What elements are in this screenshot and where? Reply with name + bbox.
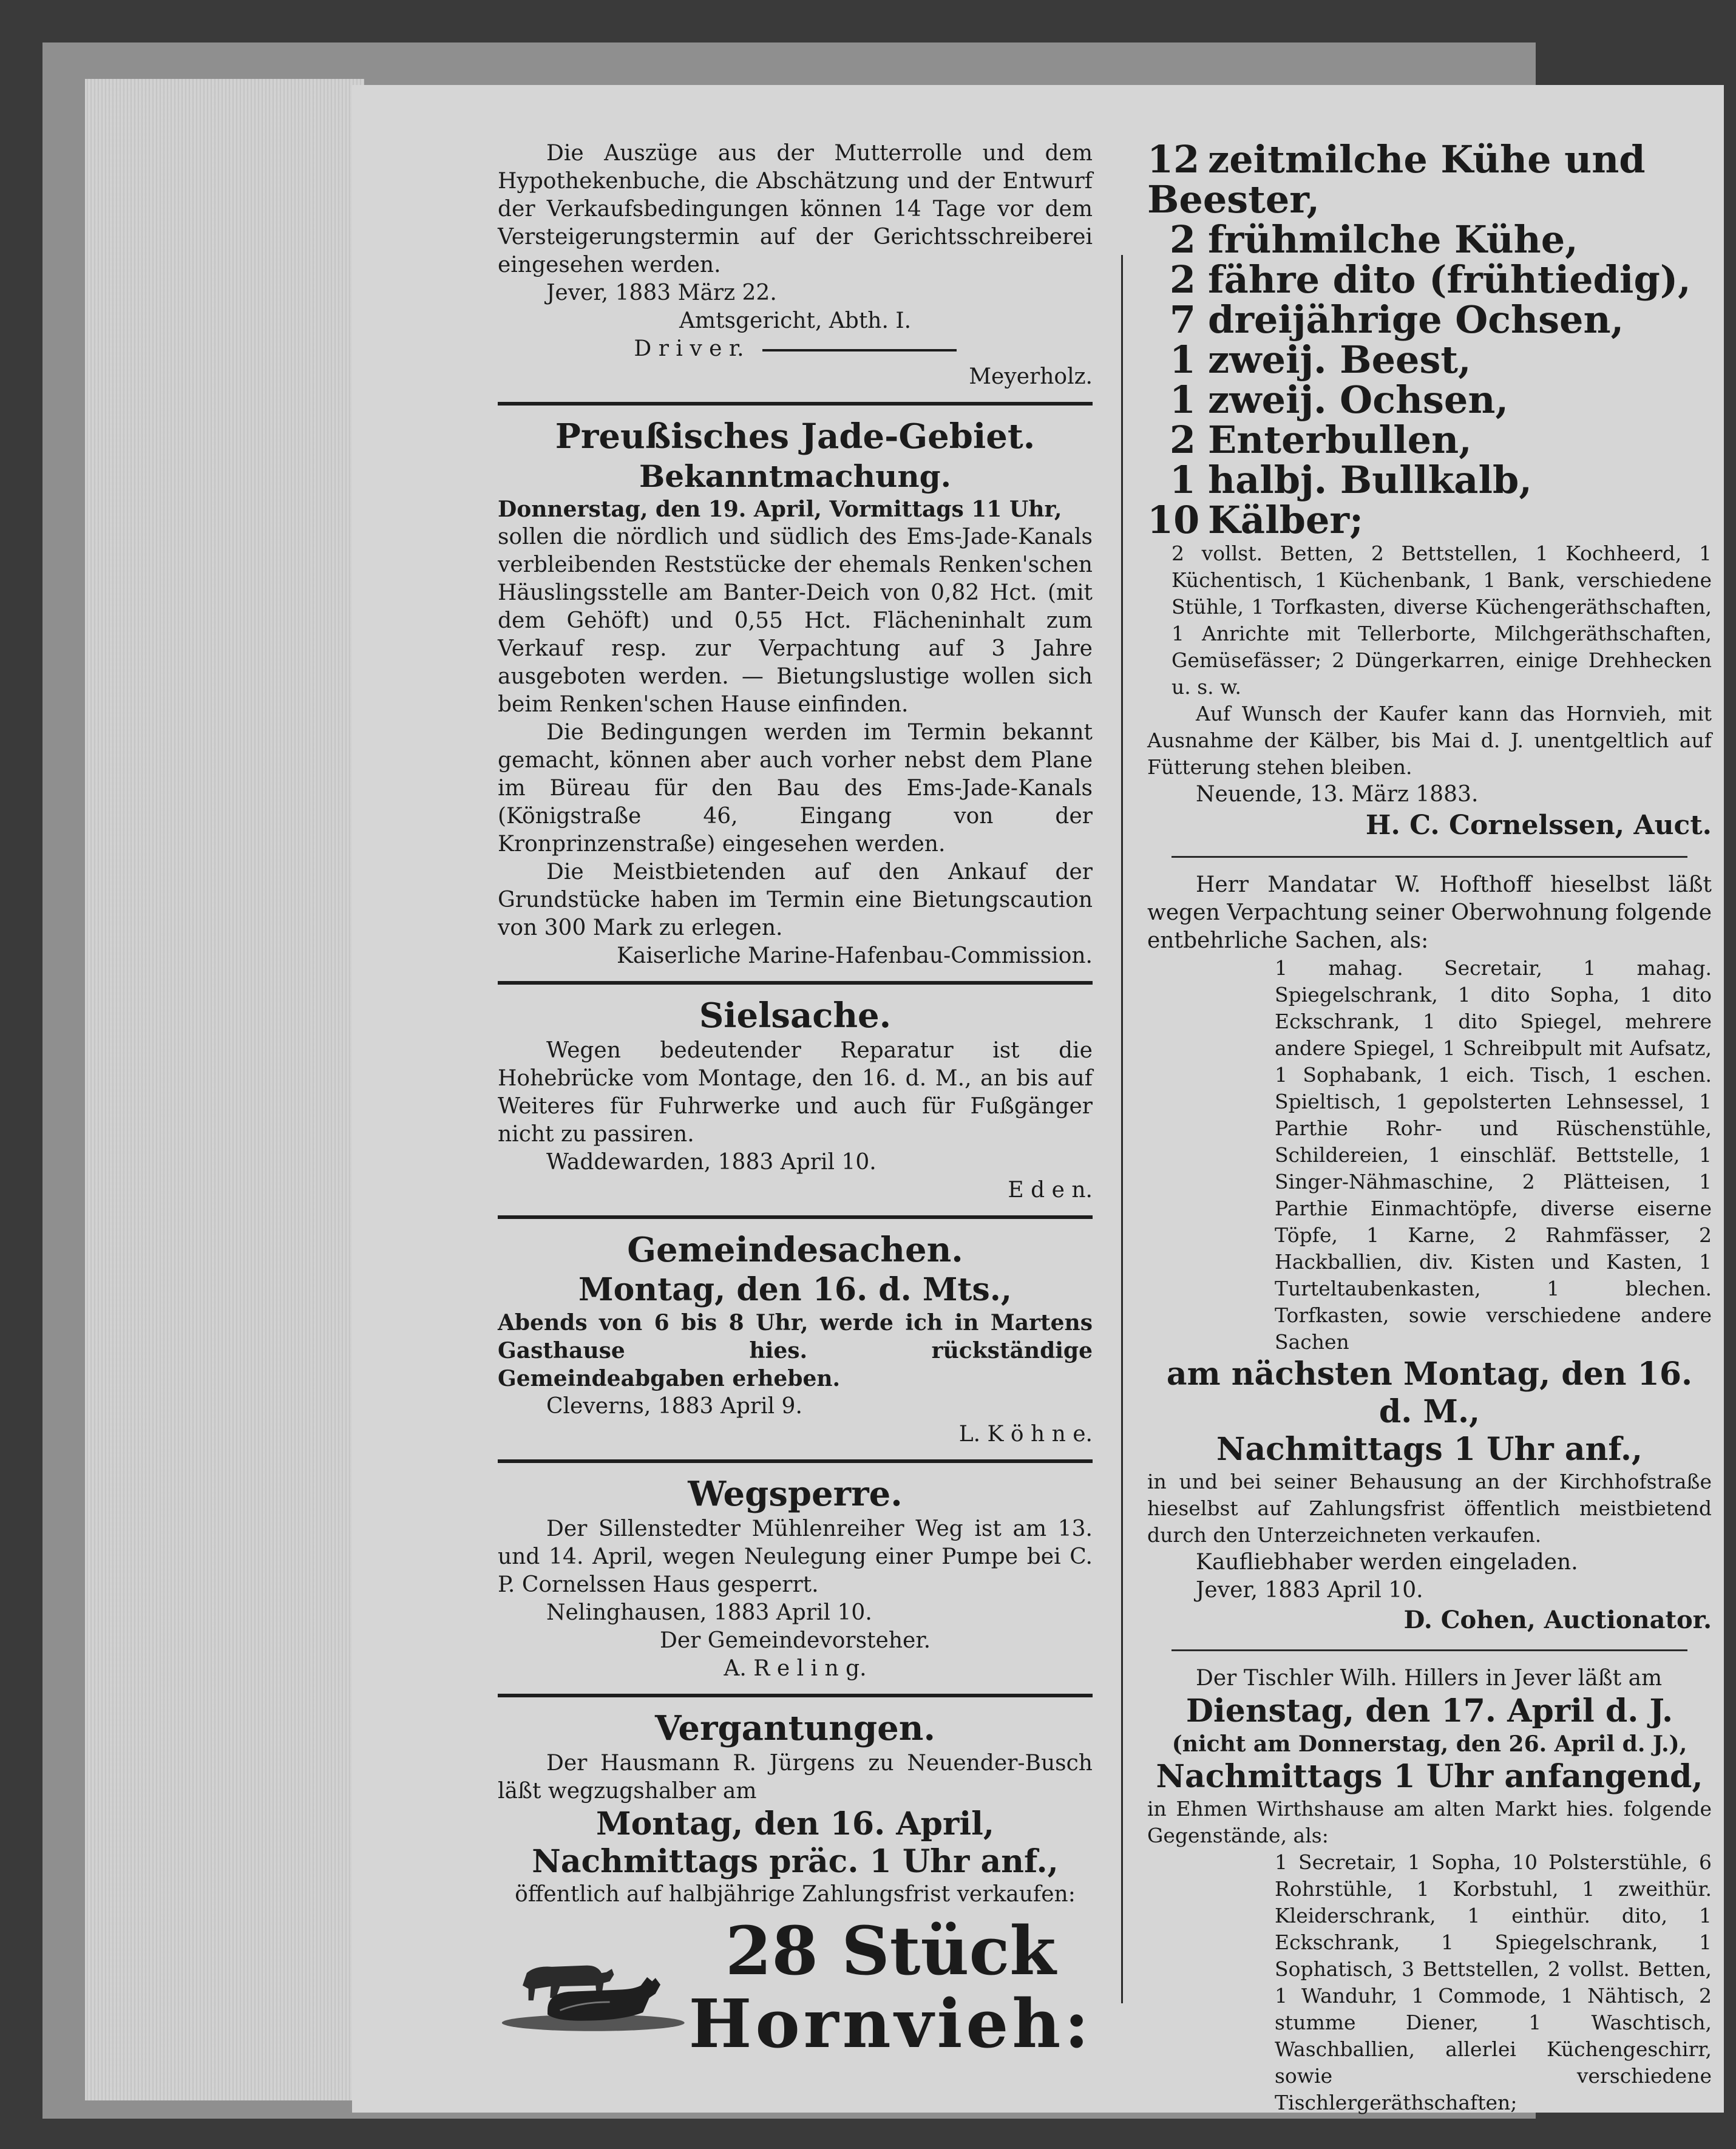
cattle-number: 2 — [1169, 418, 1196, 462]
cattle-list-item — [1147, 217, 1712, 262]
cattle-number: 1 — [1169, 338, 1196, 382]
wegsperre-paragraph: Der Sillenstedter Mühlenreiher Weg ist am 13. und 14. April, wegen Neulegung einer Pumpe bei C. P. Cornelssen Haus gesperrt. — [498, 1516, 1093, 1597]
cattle-text: halbj. Bullkalb, — [1208, 458, 1532, 502]
intro-place: Jever, 1883 März 22. — [546, 280, 777, 305]
vergantungen-paragraph: Der Hausmann R. Jürgens zu Neuender-Busch läßt wegzugshalber am — [498, 1751, 1093, 1804]
vergantungen-terms: öffentlich auf halbjährige Zahlungsfrist verkaufen: — [515, 1882, 1076, 1907]
siel-paragraph: Wegen bedeutender Reparatur ist die Hohebrücke vom Montage, den 16. d. M., an bis auf Weiteres für Fuhrwerke und auch für Fußgänger nicht zu passiren. — [498, 1038, 1093, 1147]
tischler-paragraph: in Ehmen Wirthshause am alten Markt hies. folgende Gegenstände, als: — [1147, 1797, 1712, 1847]
jade-lead: Donnerstag, den 19. April, Vormittags 11 Uhr, — [498, 497, 1062, 522]
gemeinde-paragraph: Abends von 6 bis 8 Uhr, werde ich in Martens Gasthause hies. rückständige Gemeindeabgaben erheben. — [498, 1310, 1093, 1391]
vergantungen-time: Nachmittags präc. 1 Uhr anf., — [532, 1843, 1059, 1880]
tischler-intro: Der Tischler Wilh. Hillers in Jever läßt am — [1196, 1666, 1663, 1691]
left-column — [498, 140, 1093, 2063]
wegsperre-signature: A. R e l i n g. — [724, 1656, 867, 1681]
hofthoff-terms: in und bei seiner Behausung an der Kirchhofstraße hieselbst auf Zahlungsfrist öffentlich meistbietend durch den Unterzeichneten verkaufen. — [1147, 1470, 1712, 1547]
wish-paragraph: Auf Wunsch der Kaufer kann das Hornvieh, mit Ausnahme der Kälber, bis Mai d. J. unentgeltlich auf Fütterung stehen bleiben. — [1147, 702, 1712, 779]
cattle-list — [1147, 137, 1712, 542]
wegsperre-place: Nelinghausen, 1883 April 10. — [546, 1600, 872, 1625]
neuende-place: Neuende, 13. März 1883. — [1196, 782, 1479, 807]
section-rule — [498, 402, 1093, 406]
wegsperre-role: Der Gemeindevorsteher. — [659, 1628, 931, 1653]
cattle-list-item — [1147, 460, 1712, 500]
hofthoff-signature: D. Cohen, Auctionator. — [1403, 1606, 1712, 1634]
tischler-time: Nachmittags 1 Uhr anfangend, — [1156, 1758, 1703, 1795]
cattle-list-item — [1147, 420, 1712, 460]
cattle-count: 28 Stück — [725, 1912, 1056, 1990]
section-rule — [1171, 856, 1687, 858]
page-edges — [85, 79, 364, 2100]
vergantungen-title: Vergantungen. — [655, 1708, 935, 1748]
cattle-list-item — [1147, 257, 1712, 302]
section-rule — [498, 1694, 1093, 1697]
hofthoff-time: Nachmittags 1 Uhr anf., — [1216, 1431, 1643, 1468]
cattle-list-item — [1147, 500, 1712, 540]
cattle-list-item — [1147, 297, 1712, 342]
cattle-number: 2 — [1169, 217, 1196, 262]
vergantungen-date: Montag, den 16. April, — [596, 1805, 994, 1842]
right-column — [1147, 137, 1712, 2116]
section-rule — [1171, 1649, 1687, 1651]
siel-title: Sielsache. — [699, 996, 892, 1036]
tischler-note: (nicht am Donnerstag, den 26. April d. J.), — [1171, 1731, 1687, 1757]
hofthoff-date: am nächsten Montag, den 16. d. M., — [1166, 1356, 1693, 1430]
gemeinde-title: Gemeindesachen. — [627, 1230, 963, 1270]
neuende-signature: H. C. Cornelssen, Auct. — [1365, 810, 1712, 841]
cattle-illustration — [498, 1918, 689, 2057]
cattle-number: 1 — [1169, 378, 1196, 422]
tischler-date: Dienstag, den 17. April d. J. — [1185, 1692, 1673, 1730]
cattle-text: zeitmilche Kühe und Beester, — [1147, 137, 1646, 222]
hofthoff-intro: Herr Mandatar W. Hofthoff hieselbst läßt wegen Verpachtung seiner Oberwohnung folgende entbehrliche Sachen, als: — [1147, 872, 1712, 953]
cattle-number: 1 — [1169, 458, 1196, 502]
cattle-list-item — [1147, 137, 1712, 222]
intro-court: Amtsgericht, Abth. I. — [679, 308, 912, 333]
signature-rule — [762, 349, 957, 351]
gemeinde-signature: L. K ö h n e. — [958, 1422, 1093, 1447]
jade-paragraph-1: sollen die nördlich und südlich des Ems-Jade-Kanals verbleibenden Reststücke der ehemals Renken'schen Häuslingsstelle am Banter-Deich von 0,82 Hct. (mit dem Gehöft) und 0,55 Hct. Flächeninhalt zum Verkauf resp. zur Verpachtung auf 3 Jahre ausgeboten werden. — Bietungslustige wollen sich beim Renken'schen Hause einfinden. — [498, 525, 1093, 717]
cattle-number: 7 — [1169, 297, 1196, 342]
hofthoff-place: Jever, 1883 April 10. — [1196, 1578, 1423, 1603]
cattle-number: 10 — [1147, 498, 1200, 542]
intro-judge-line — [498, 335, 1093, 363]
column-divider — [1121, 255, 1123, 2003]
intro-clerk: Meyerholz. — [969, 364, 1093, 389]
jade-paragraph-2: Die Bedingungen werden im Termin bekannt gemacht, können aber auch vorher nebst dem Plane im Büreau für den Bau des Ems-Jade-Kanals (Königstraße 46, Eingang von der Kronprinzenstraße) eingesehen werden. — [498, 720, 1093, 857]
gemeinde-date: Montag, den 16. d. Mts., — [578, 1271, 1012, 1308]
section-rule — [498, 981, 1093, 985]
wegsperre-title: Wegsperre. — [688, 1474, 903, 1514]
siel-place: Waddewarden, 1883 April 10. — [546, 1150, 876, 1175]
intro-judge: D r i v e r. — [634, 336, 744, 361]
cattle-list-item — [1147, 380, 1712, 420]
section-rule — [498, 1215, 1093, 1219]
cattle-number: 12 — [1147, 137, 1200, 182]
gemeinde-place: Cleverns, 1883 April 9. — [546, 1394, 802, 1419]
cattle-text: dreijährige Ochsen, — [1208, 297, 1624, 342]
intro-text: Die Auszüge aus der Mutterrolle und dem Hypothekenbuche, die Abschätzung und der Entwurf der Verkaufsbedingungen können 14 Tage vor dem Versteigerungstermin auf der Gerichtsschreiberei eingesehen werden. — [498, 141, 1093, 277]
jade-title: Preußisches Jade-Gebiet. — [555, 416, 1036, 457]
cattle-text: Kälber; — [1208, 498, 1363, 542]
hofthoff-list: 1 mahag. Secretair, 1 mahag. Spiegelschrank, 1 dito Sopha, 1 dito Eckschrank, 1 dito Spiegel, mehrere andere Spiegel, 1 Schreibpult mit Aufsatz, 1 Sophabank, 1 eich. Tisch, 1 eschen. Spieltisch, 1 gepolsterten Lehnsessel, 1 Parthie Rohr- und Rüschenstühle, Schildereien, 1 einschläf. Bettstelle, 1 Singer-Nähmaschine, 2 Plätteisen, 1 Parthie Einmachtöpfe, diverse eiserne Töpfe, 1 Karne, 2 Rahmfässer, 2 Hackballien, div. Kisten und Kasten, 1 Turteltaubenkasten, 1 blechen. Torfkasten, sowie verschiedene andere Sachen — [1275, 956, 1712, 1354]
cattle-text: fähre dito (frühtiedig), — [1208, 257, 1691, 302]
cattle-count-block — [688, 1912, 1093, 2063]
jade-signature: Kaiserliche Marine-Hafenbau-Commission. — [617, 943, 1093, 968]
jade-subtitle: Bekanntmachung. — [639, 458, 952, 494]
cattle-list-item — [1147, 340, 1712, 380]
section-rule — [498, 1459, 1093, 1463]
cattle-advert — [498, 1912, 1093, 2063]
siel-signature: E d e n. — [1008, 1178, 1093, 1203]
jade-paragraph-3: Die Meistbietenden auf den Ankauf der Grundstücke haben im Termin eine Bietungscaution von 300 Mark zu erlegen. — [498, 860, 1093, 940]
hofthoff-invite: Kaufliebhaber werden eingeladen. — [1196, 1550, 1578, 1575]
cattle-text: zweij. Ochsen, — [1208, 378, 1509, 422]
cattle-text: frühmilche Kühe, — [1208, 217, 1578, 262]
cattle-text: zweij. Beest, — [1208, 338, 1471, 382]
cattle-text: Enterbullen, — [1208, 418, 1472, 462]
cattle-label: Hornvieh: — [688, 1984, 1093, 2063]
tischler-list: 1 Secretair, 1 Sopha, 10 Polsterstühle, 6 Rohrstühle, 1 Korbstuhl, 1 zweithür. Kleiderschrank, 1 einthür. dito, 1 Eckschrank, 1 Spiegelschrank, 1 Sophatisch, 3 Bettstellen, 2 vollst. Betten, 1 Wanduhr, 1 Commode, 1 Nähtisch, 2 stumme Diener, 1 Waschtisch, Waschballien, allerlei Küchengeschirr, sowie verschiedene Tischlergeräthschaften; — [1275, 1850, 1712, 2114]
goods-list: 2 vollst. Betten, 2 Bettstellen, 1 Kochheerd, 1 Küchentisch, 1 Küchenbank, 1 Bank, verschiedene Stühle, 1 Torfkasten, diverse Küchengeräthschaften, 1 Anrichte mit Tellerborte, Milchgeräthschaften, Gemüsefässer; 2 Düngerkarren, einige Drehhecken u. s. w. — [1171, 541, 1712, 699]
cattle-number: 2 — [1169, 257, 1196, 302]
